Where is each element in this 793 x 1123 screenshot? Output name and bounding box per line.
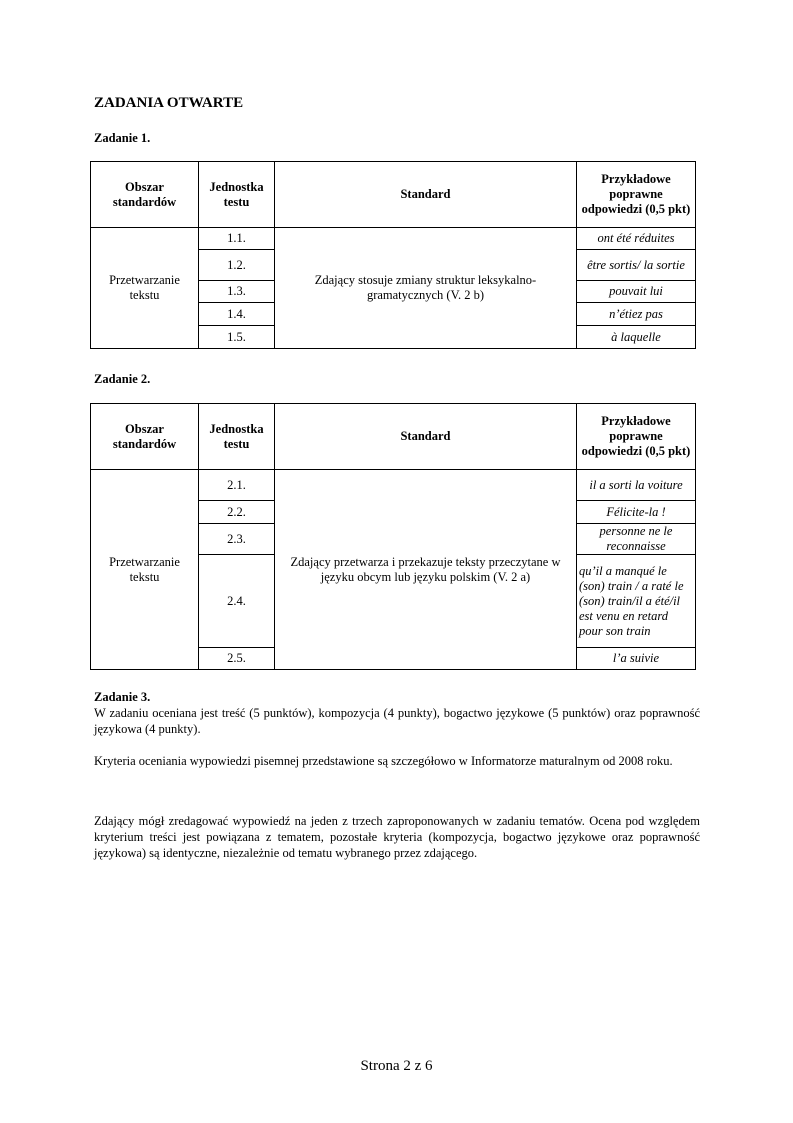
answer-cell: l’a suivie bbox=[577, 648, 696, 670]
answer-cell: Félicite-la ! bbox=[577, 501, 696, 524]
header-area: Obszar standardów bbox=[91, 162, 199, 228]
page-number: Strona 2 z 6 bbox=[360, 1058, 433, 1074]
unit-cell: 2.5. bbox=[199, 648, 275, 670]
unit-cell: 2.3. bbox=[199, 524, 275, 555]
task-2-title: Zadanie 2. bbox=[94, 372, 151, 386]
header-answers: Przykładowe poprawne odpowiedzi (0,5 pkt) bbox=[577, 404, 696, 470]
task-3-title: Zadanie 3. bbox=[94, 690, 151, 704]
table-row bbox=[91, 470, 696, 501]
header-unit: Jednostka testu bbox=[199, 404, 275, 470]
standard-cell: Zdający przetwarza i przekazuje teksty przeczytane w języku obcym lub języku polskim (V. 2 a) bbox=[275, 470, 577, 670]
task-3-paragraph-3: Zdający mógł zredagować wypowiedź na jeden z trzech zaproponowanych w zadaniu tematów. Ocena pod względem kryterium treści jest powiązana z tematem, pozostałe kryteria (kompozycja, bogactwo językowe oraz poprawność językowa) są identyczne, niezależnie od tematu wybranego przez zdającego. bbox=[94, 814, 700, 860]
standard-cell: Zdający stosuje zmiany struktur leksykalno-gramatycznych (V. 2 b) bbox=[275, 228, 577, 349]
unit-cell: 1.5. bbox=[199, 326, 275, 349]
area-cell: Przetwarzanie tekstu bbox=[91, 470, 199, 670]
answer-cell: personne ne le reconnaisse bbox=[577, 524, 696, 555]
header-unit: Jednostka testu bbox=[199, 162, 275, 228]
task-1-title: Zadanie 1. bbox=[94, 131, 151, 145]
unit-cell: 1.3. bbox=[199, 281, 275, 303]
page-title: ZADANIA OTWARTE bbox=[94, 95, 244, 111]
header-area: Obszar standardów bbox=[91, 404, 199, 470]
answer-cell: être sortis/ la sortie bbox=[577, 250, 696, 281]
answer-cell: qu’il a manqué le (son) train / a raté le (son) train/il a été/il est venu en retard pour son train bbox=[577, 555, 696, 648]
task-1-table bbox=[90, 161, 696, 349]
unit-cell: 1.2. bbox=[199, 250, 275, 281]
answer-cell: il a sorti la voiture bbox=[577, 470, 696, 501]
table-header-row bbox=[91, 162, 696, 228]
task-3-paragraph-1: W zadaniu oceniana jest treść (5 punktów), kompozycja (4 punkty), bogactwo językowe (5 punktów) oraz poprawność językowa (4 punkty). bbox=[94, 706, 700, 736]
unit-cell: 1.1. bbox=[199, 228, 275, 250]
task-3-paragraph-2: Kryteria oceniania wypowiedzi pisemnej przedstawione są szczegółowo w Informatorze maturalnym od 2008 roku. bbox=[94, 754, 673, 768]
table-header-row bbox=[91, 404, 696, 470]
unit-cell: 2.4. bbox=[199, 555, 275, 648]
answer-cell: pouvait lui bbox=[577, 281, 696, 303]
answer-cell: ont été réduites bbox=[577, 228, 696, 250]
answer-cell: à laquelle bbox=[577, 326, 696, 349]
header-standard: Standard bbox=[275, 162, 577, 228]
unit-cell: 2.1. bbox=[199, 470, 275, 501]
area-cell: Przetwarzanie tekstu bbox=[91, 228, 199, 349]
table-row bbox=[91, 228, 696, 250]
answer-cell: n’étiez pas bbox=[577, 303, 696, 326]
unit-cell: 2.2. bbox=[199, 501, 275, 524]
unit-cell: 1.4. bbox=[199, 303, 275, 326]
header-standard: Standard bbox=[275, 404, 577, 470]
task-2-table bbox=[90, 403, 696, 670]
header-answers: Przykładowe poprawne odpowiedzi (0,5 pkt) bbox=[577, 162, 696, 228]
